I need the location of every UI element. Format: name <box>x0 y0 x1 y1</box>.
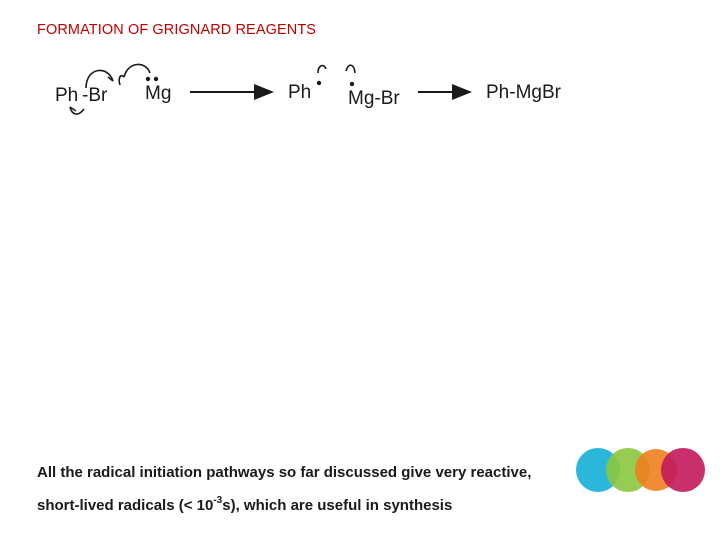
reaction-scheme <box>0 55 720 130</box>
body-line-2-end: s), which are useful in synthesis <box>222 497 453 514</box>
electron-dot <box>154 77 158 81</box>
body-text <box>37 456 677 522</box>
body-line-2 <box>37 489 677 522</box>
radical-dot <box>350 82 354 86</box>
fishhook-arrow-combine <box>318 66 326 73</box>
bromide-bond-label: -Br <box>82 85 108 106</box>
body-line-2-start: short-lived radicals (< 10 <box>37 497 214 514</box>
fishhook-arrow-combine <box>346 65 355 73</box>
slide-title: FORMATION OF GRIGNARD REAGENTS <box>37 22 317 38</box>
product-label: Ph-MgBr <box>486 82 561 103</box>
radical-dot <box>317 81 321 85</box>
magnesium-label: Mg <box>145 83 172 104</box>
magnesium-bromide-radical-label: Mg-Br <box>348 88 400 109</box>
fishhook-arrow-mg <box>124 64 150 77</box>
phenyl-radical-label: Ph <box>288 82 312 103</box>
fishhook-arrow-tail <box>119 76 124 85</box>
body-line-2-exponent: -3 <box>213 495 223 506</box>
phenyl-label: Ph <box>55 85 79 106</box>
body-line-1: All the radical initiation pathways so far discussed give very reactive, <box>37 464 532 481</box>
electron-dot <box>146 77 150 81</box>
